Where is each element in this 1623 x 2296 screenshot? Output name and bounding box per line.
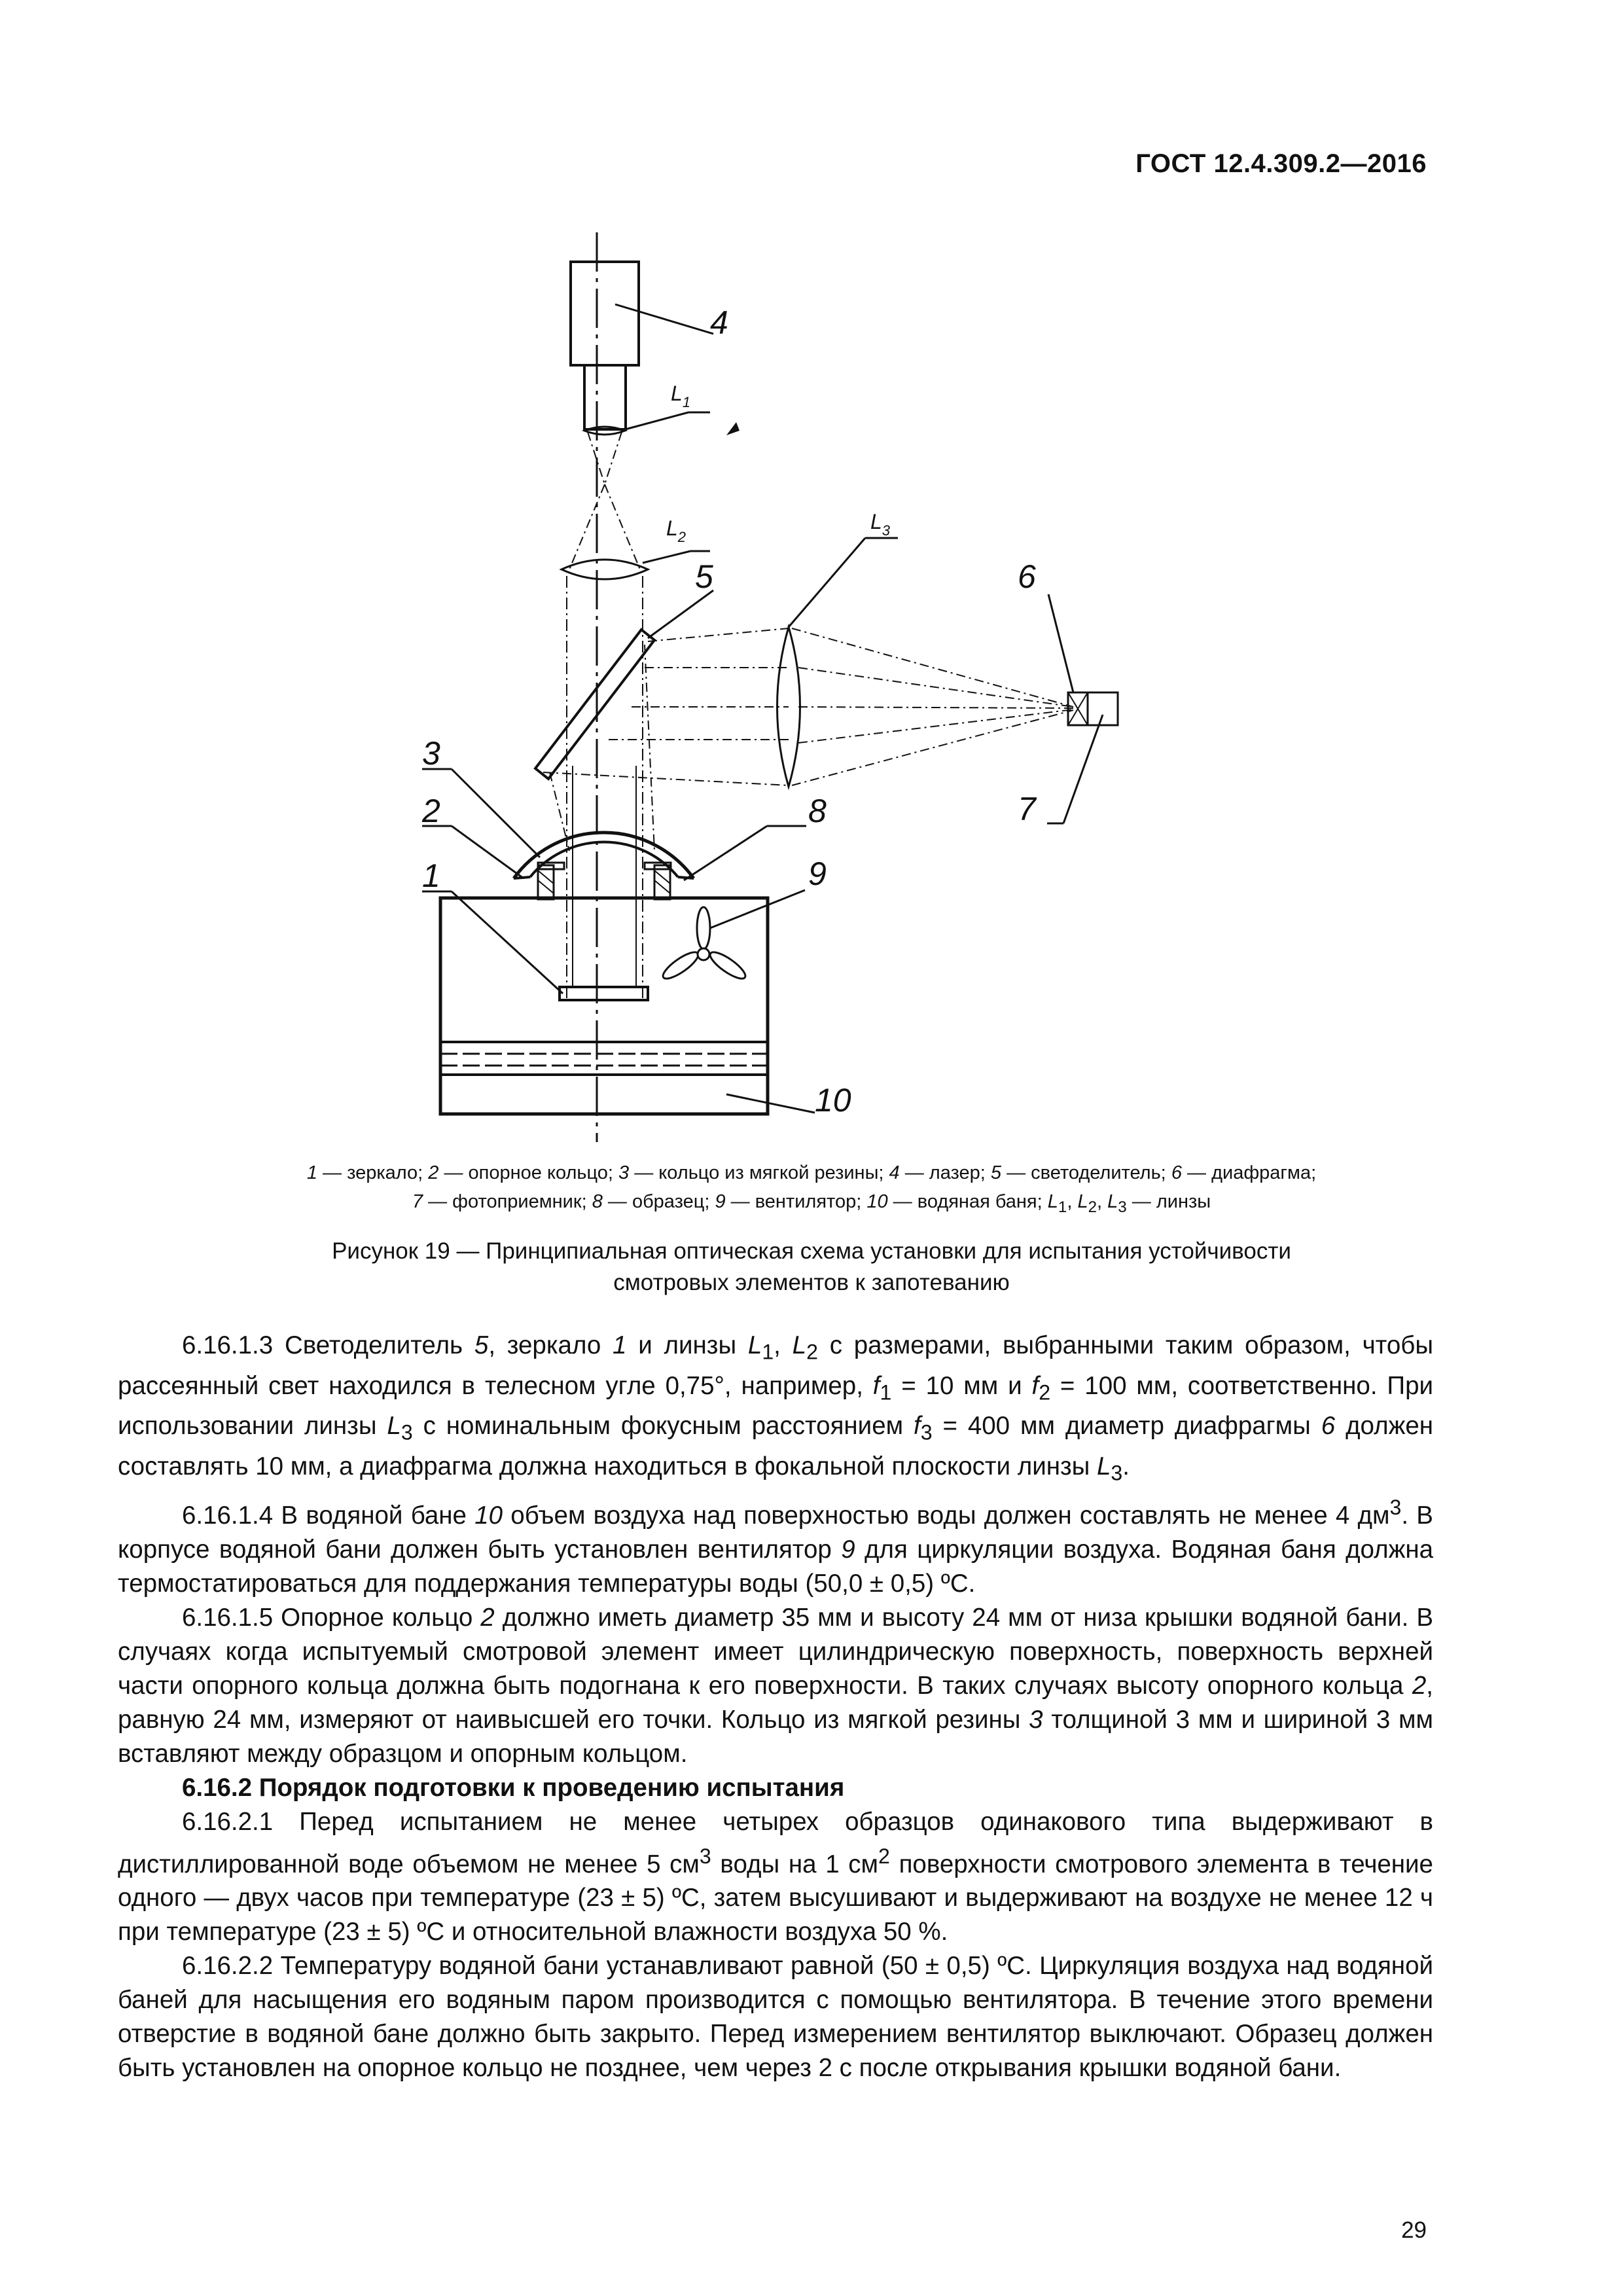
paragraph-6-16-2-1: 6.16.2.1 Перед испытанием не менее четырех образцов одинакового типа выдерживают в дистиллированной воде объемом не менее 5 $см^3$ воды на 1 $см^2$ поверхности смотрового элемента в течение одного — двух часов при температуре (23 ± 5) ºС, затем высушивают и выдерживают на воздухе не менее 12 ч при температуре (23 ± 5) ºС и относительной влажности воздуха 50 %. xyxy=(118,1807,1433,1946)
caption-line-2: смотровых элементов к запотеванию xyxy=(613,1270,1010,1295)
page-number: 29 xyxy=(1401,2217,1427,2243)
caption-line-1: Рисунок 19 — Принципиальная оптическая схема установки для испытания устойчивости xyxy=(332,1238,1291,1264)
beam-splitter xyxy=(535,630,654,779)
label-7: 7 xyxy=(1018,791,1036,827)
label-L3: $L_3$ xyxy=(870,510,891,539)
photodetector xyxy=(1088,692,1118,725)
section-text xyxy=(118,1329,1433,2085)
paragraph-6-16-2-2: 6.16.2.2 Температуру водяной бани устанавливают равной (50 ± 0,5) ºС. Циркуляция воздуха над водяной баней для насыщения его водяным паром производится с помощью вентилятора. В течение этого времени отверстие в водяной бане должно быть закрыто. Перед измерением вентилятор выключают. Образец должен быть установлен на опорное кольцо не позднее, чем через 2 с после открывания крышки водяной бани. xyxy=(118,1952,1433,2083)
label-9: 9 xyxy=(808,855,827,892)
paragraph-6-16-1-5: 6.16.1.5 Опорное кольцо 2 должно иметь диаметр 35 мм и высоту 24 мм от низа крышки водяной бани. В случаях когда испытуемый смотровой элемент имеет цилиндрическую поверхность, поверхность верхней части опорного кольца должна быть подогнана к его поверхности. В таких случаях высоту опорного кольца 2, равную 24 мм, измеряют от наивысшей его точки. Кольцо из мягкой резины 3 толщиной 3 мм и шириной 3 мм вставляют между образцом и опорным кольцом. xyxy=(118,1603,1433,1768)
figure-legend-line1: 1 — зеркало; 2 — опорное кольцо; 3 — кольцо из мягкой резины; 4 — лазер; 5 — светоделитель; 6 — диафрагма; xyxy=(306,1162,1317,1183)
mirror xyxy=(560,987,648,1000)
label-L1: $L_1$ xyxy=(671,382,691,410)
label-2: 2 xyxy=(422,793,440,829)
label-3: 3 xyxy=(422,735,440,772)
lens-L2 xyxy=(562,560,648,579)
paragraph-6-16-1-4: 6.16.1.4 В водяной бане 10 объем воздуха над поверхностью воды должен составлять не менее 4 $дм^3$. В корпусе водяной бани должен быть установлен вентилятор 9 для циркуляции воздуха. Водяная баня должна термостатироваться для поддержания температуры воды (50,0 ± 0,5) ºС. xyxy=(118,1495,1433,1598)
laser-body xyxy=(571,262,639,365)
paragraph-6-16-1-3: 6.16.1.3 Светоделитель 5, зеркало 1 и линзы $L_1$, $L_2$ с размерами, выбранными таким образом, чтобы рассеянный свет находился в телесном угле 0,75°, например, $f_1 = 10$ мм и $f_2 = 100$ мм, соответственно. При использовании линзы $L_3$ с номинальным фокусным расстоянием $f_3 = 400$ мм диаметр диафрагмы 6 должен составлять 10 мм, а диафрагма должна находиться в фокальной плоскости линзы $L_3$. xyxy=(118,1331,1434,1485)
label-1: 1 xyxy=(422,857,440,894)
label-6: 6 xyxy=(1018,558,1036,595)
laser-tube xyxy=(584,365,626,429)
label-8: 8 xyxy=(808,793,827,829)
sample xyxy=(514,833,694,878)
standard-designation: ГОСТ 12.4.309.2—2016 xyxy=(1135,149,1427,178)
figure-legend-line2: 7 — фотоприемник; 8 — образец; 9 — вентилятор; 10 — водяная баня; $L_1$, $L_2$, $L_3$ — линзы xyxy=(412,1191,1211,1216)
water-bath xyxy=(440,898,768,1114)
label-5: 5 xyxy=(695,558,713,595)
label-4: 4 xyxy=(710,304,728,341)
heading-6-16-2: 6.16.2 Порядок подготовки к проведению испытания xyxy=(182,1773,845,1802)
label-10: 10 xyxy=(815,1082,851,1119)
label-L2: $L_2$ xyxy=(666,516,687,545)
figure-caption xyxy=(157,1236,1466,1299)
